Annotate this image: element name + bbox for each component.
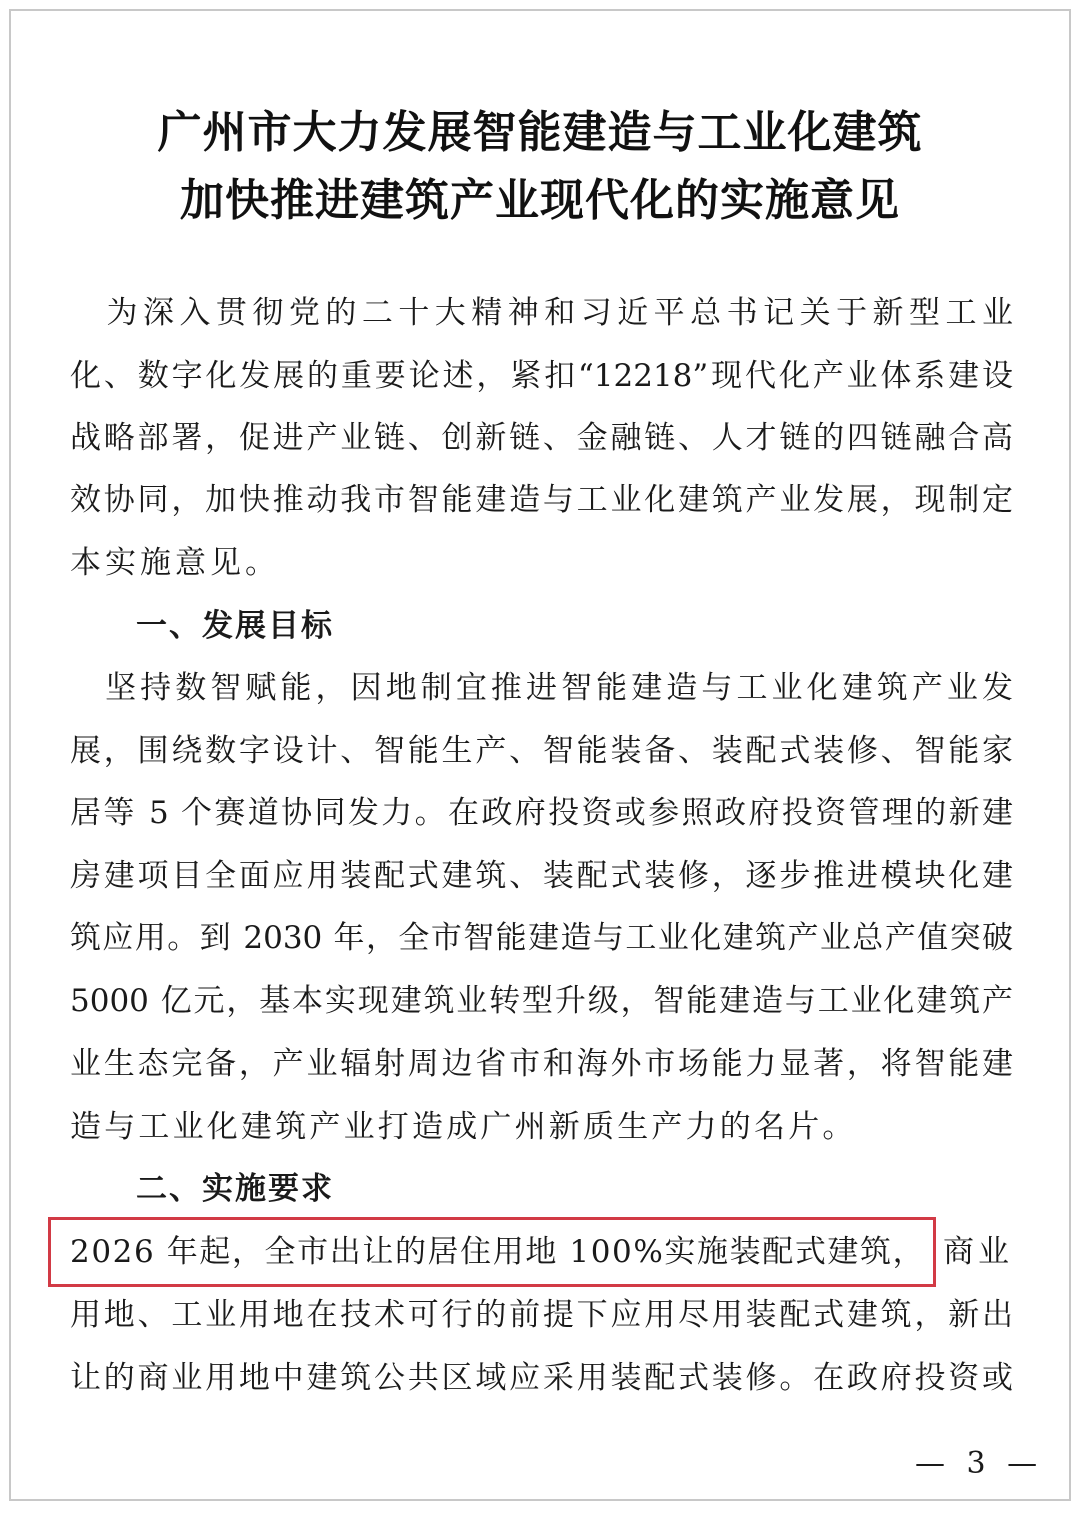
section1-line: 筑应用。到 2030 年，全市智能建造与工业化建筑产业总产值突破 — [70, 920, 1013, 956]
section-heading-goals: 一、发展目标 — [136, 608, 334, 644]
intro-line: 效协同，加快推动我市智能建造与工业化建筑产业发展，现制定 — [70, 482, 1013, 518]
page-number: — 3 — — [915, 1446, 1044, 1481]
section2-line-rest: 商业 — [943, 1234, 1013, 1270]
section1-line: 居等 5 个赛道协同发力。在政府投资或参照政府投资管理的新建 — [70, 795, 1013, 831]
document-title-line-1: 广州市大力发展智能建造与工业化建筑 — [157, 107, 923, 158]
section1-line: 造与工业化建筑产业打造成广州新质生产力的名片。 — [70, 1109, 857, 1145]
intro-line: 为深入贯彻党的二十大精神和习近平总书记关于新型工业 — [70, 295, 1013, 331]
section2-line: 让的商业用地中建筑公共区域应采用装配式装修。在政府投资或 — [70, 1360, 1013, 1396]
section-heading-requirements: 二、实施要求 — [136, 1171, 334, 1207]
intro-line: 化、数字化发展的重要论述，紧扣“12218”现代化产业体系建设 — [70, 358, 1013, 394]
highlighted-requirement: 2026 年起，全市出让的居住用地 100%实施装配式建筑， — [48, 1217, 936, 1287]
section2-line: 用地、工业用地在技术可行的前提下应用尽用装配式建筑，新出 — [70, 1297, 1013, 1333]
section1-line: 展，围绕数字设计、智能生产、智能装备、装配式装修、智能家 — [70, 733, 1013, 769]
section1-line: 业生态完备，产业辐射周边省市和海外市场能力显著，将智能建 — [70, 1046, 1013, 1082]
document-title-line-2: 加快推进建筑产业现代化的实施意见 — [180, 175, 900, 226]
intro-line: 本实施意见。 — [70, 545, 280, 581]
section1-line: 房建项目全面应用装配式建筑、装配式装修，逐步推进模块化建 — [70, 858, 1013, 894]
section2-first-line — [70, 1232, 1013, 1272]
section1-line: 坚持数智赋能，因地制宜推进智能建造与工业化建筑产业发 — [70, 670, 1013, 706]
intro-line: 战略部署，促进产业链、创新链、金融链、人才链的四链融合高 — [70, 420, 1013, 456]
section1-line: 5000 亿元，基本实现建筑业转型升级，智能建造与工业化建筑产 — [70, 983, 1013, 1019]
